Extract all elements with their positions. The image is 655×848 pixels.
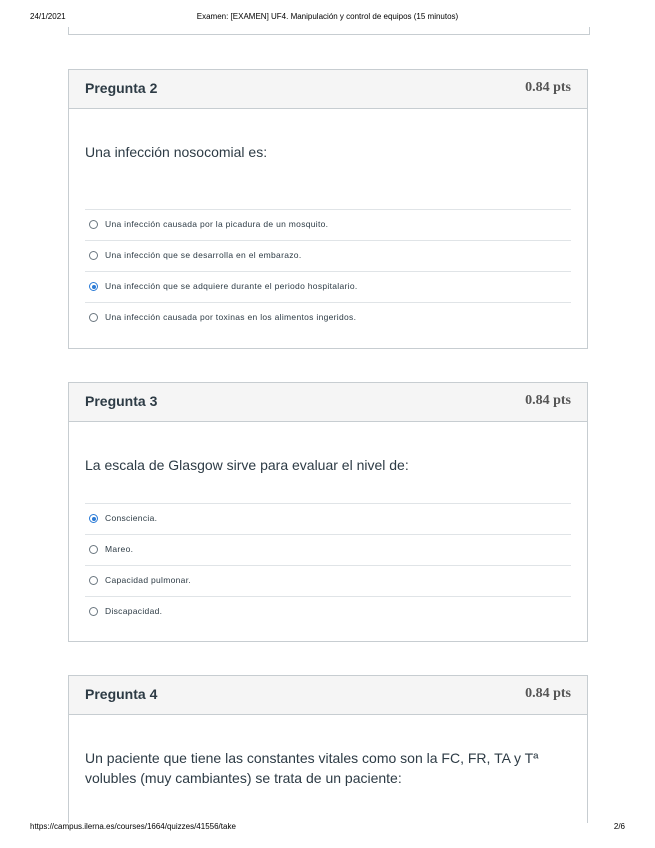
answer-option[interactable] bbox=[85, 271, 571, 302]
radio-button[interactable] bbox=[89, 220, 98, 229]
question-header bbox=[69, 676, 587, 715]
print-title: Examen: [EXAMEN] UF4. Manipulación y control de equipos (15 minutos) bbox=[196, 12, 459, 21]
question-header bbox=[69, 70, 587, 109]
answer-label: Una infección que se desarrolla en el embarazo. bbox=[105, 250, 302, 260]
page-number: 2/6 bbox=[613, 822, 625, 831]
radio-button-selected[interactable] bbox=[89, 514, 98, 523]
question-4 bbox=[68, 675, 588, 823]
answer-label: Una infección causada por la picadura de un mosquito. bbox=[105, 219, 329, 229]
answer-option[interactable] bbox=[85, 534, 571, 565]
radio-button-selected[interactable] bbox=[89, 282, 98, 291]
answer-option[interactable] bbox=[85, 302, 571, 333]
radio-button[interactable] bbox=[89, 313, 98, 322]
answer-option[interactable] bbox=[85, 596, 571, 627]
question-title: Pregunta 2 bbox=[85, 80, 158, 96]
question-header bbox=[69, 383, 587, 422]
print-date: 24/1/2021 bbox=[30, 12, 66, 21]
answer-label: Una infección causada por toxinas en los alimentos ingeridos. bbox=[105, 312, 357, 322]
answer-label: Mareo. bbox=[105, 544, 134, 554]
question-title: Pregunta 4 bbox=[85, 686, 158, 702]
print-url: https://campus.ilerna.es/courses/1664/quizzes/41556/take bbox=[30, 822, 236, 831]
question-points: 0.84 pts bbox=[525, 80, 571, 95]
question-3 bbox=[68, 382, 588, 642]
question-2 bbox=[68, 69, 588, 349]
answer-label: Capacidad pulmonar. bbox=[105, 575, 192, 585]
answer-label: Una infección que se adquiere durante el periodo hospitalario. bbox=[105, 281, 358, 291]
answer-option[interactable] bbox=[85, 240, 571, 271]
radio-button[interactable] bbox=[89, 607, 98, 616]
answer-list bbox=[85, 209, 571, 333]
previous-question-bottom bbox=[68, 27, 590, 35]
print-footer bbox=[0, 822, 655, 834]
print-header bbox=[0, 12, 655, 26]
answer-label: Consciencia. bbox=[105, 513, 158, 523]
answer-option[interactable] bbox=[85, 209, 571, 240]
radio-button[interactable] bbox=[89, 545, 98, 554]
answer-option[interactable] bbox=[85, 503, 571, 534]
question-points: 0.84 pts bbox=[525, 686, 571, 701]
answer-label: Discapacidad. bbox=[105, 606, 163, 616]
answer-option[interactable] bbox=[85, 565, 571, 596]
radio-button[interactable] bbox=[89, 576, 98, 585]
radio-button[interactable] bbox=[89, 251, 98, 260]
question-text: Un paciente que tiene las constantes vitales como son la FC, FR, TA y Tª volubles (muy cambiantes) se trata de un paciente: bbox=[85, 750, 539, 786]
question-text: La escala de Glasgow sirve para evaluar el nivel de: bbox=[85, 457, 409, 473]
question-text: Una infección nosocomial es: bbox=[85, 144, 268, 160]
answer-list bbox=[85, 503, 571, 627]
question-points: 0.84 pts bbox=[525, 393, 571, 408]
question-title: Pregunta 3 bbox=[85, 393, 158, 409]
